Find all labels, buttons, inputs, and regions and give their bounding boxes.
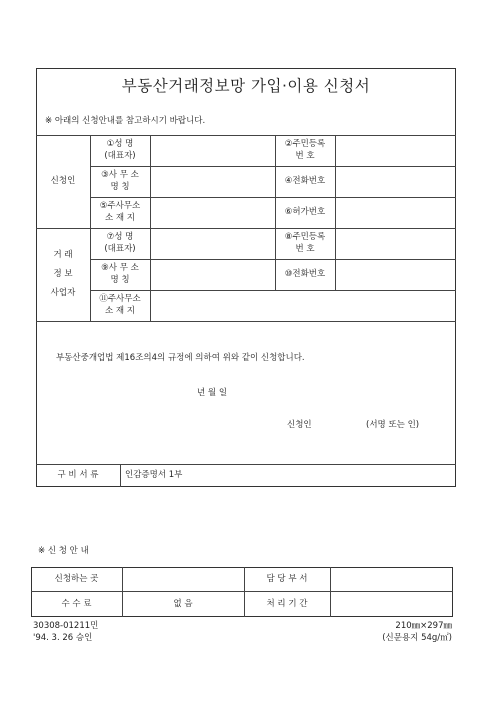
operator-address-label: ⑪주사무소 <box>99 294 141 304</box>
applicant-license-field[interactable] <box>336 198 455 227</box>
department-label: 담 당 부 서 <box>266 574 308 584</box>
operator-phone-field[interactable] <box>336 260 455 289</box>
applicant-address-field[interactable] <box>151 198 274 227</box>
divider <box>31 591 453 592</box>
signature-mark: (서명 또는 인) <box>366 420 420 430</box>
operator-resident-label: ⑧주민등록 <box>284 232 326 242</box>
applicant-name-field[interactable] <box>151 136 274 165</box>
operator-office-field[interactable] <box>151 260 274 289</box>
divider <box>36 464 456 465</box>
operator-phone-label: ⑩전화번호 <box>284 269 326 279</box>
paper-size: 210㎜×297㎜ <box>395 621 452 631</box>
notice-text: ※ 아래의 신청안내를 참고하시기 바랍니다. <box>45 116 206 126</box>
operator-office-label-2: 명 칭 <box>110 275 130 285</box>
phone-label: ④전화번호 <box>284 176 326 186</box>
divider <box>330 567 331 617</box>
required-docs-label: 구 비 서 류 <box>57 470 99 480</box>
divider <box>120 464 121 487</box>
applicant-section-label: 신청인 <box>50 176 76 186</box>
fee-value: 없 음 <box>173 599 193 609</box>
operator-resident-field[interactable] <box>336 229 455 258</box>
operator-representative-label: (대표자) <box>104 244 136 254</box>
name-label: ①성 명 <box>106 139 134 149</box>
representative-label: (대표자) <box>104 151 136 161</box>
applicant-resident-number-field[interactable] <box>336 136 455 165</box>
operator-address-field[interactable] <box>151 291 455 320</box>
operator-office-label: ⑨사 무 소 <box>101 263 139 273</box>
office-name-label: ③사 무 소 <box>101 170 139 180</box>
date-line: 년 월 일 <box>197 388 228 398</box>
main-office-label: ⑤주사무소 <box>99 201 141 211</box>
resident-number-label-2: 번 호 <box>295 151 315 161</box>
resident-number-label: ②주민등록 <box>284 139 326 149</box>
form-code: 30308-01211민 <box>33 621 99 631</box>
license-number-label: ⑥허가번호 <box>284 207 326 217</box>
required-docs-value: 인감증명서 1부 <box>125 470 183 480</box>
approval-date: '94. 3. 26 승인 <box>33 633 93 643</box>
signer-label: 신청인 <box>287 420 312 430</box>
form-title: 부동산거래정보망 가입·이용 신청서 <box>121 77 371 95</box>
where-to-apply-label: 신청하는 곳 <box>54 574 99 584</box>
guide-title: ※ 신 청 안 내 <box>38 546 89 556</box>
processing-period-label: 처 리 기 간 <box>266 599 308 609</box>
divider <box>36 321 456 322</box>
operator-section-label-2: 정 보 <box>53 269 73 279</box>
operator-section-label-1: 거 래 <box>53 250 73 260</box>
paper-spec: (신문용지 54g/㎡) <box>382 633 452 643</box>
fee-label: 수 수 료 <box>61 599 92 609</box>
office-name-label-2: 명 칭 <box>110 182 130 192</box>
operator-resident-label-2: 번 호 <box>295 244 315 254</box>
operator-section-label-3: 사업자 <box>50 288 76 298</box>
applicant-office-name-field[interactable] <box>151 167 274 196</box>
operator-address-label-2: 소 재 지 <box>104 306 136 316</box>
applicant-phone-field[interactable] <box>336 167 455 196</box>
declaration-text: 부동산중개업법 제16조의4의 규정에 의하여 위와 같이 신청합니다. <box>56 353 305 363</box>
operator-name-label: ⑦성 명 <box>106 232 134 242</box>
main-office-label-2: 소 재 지 <box>104 213 136 223</box>
operator-name-field[interactable] <box>151 229 274 258</box>
